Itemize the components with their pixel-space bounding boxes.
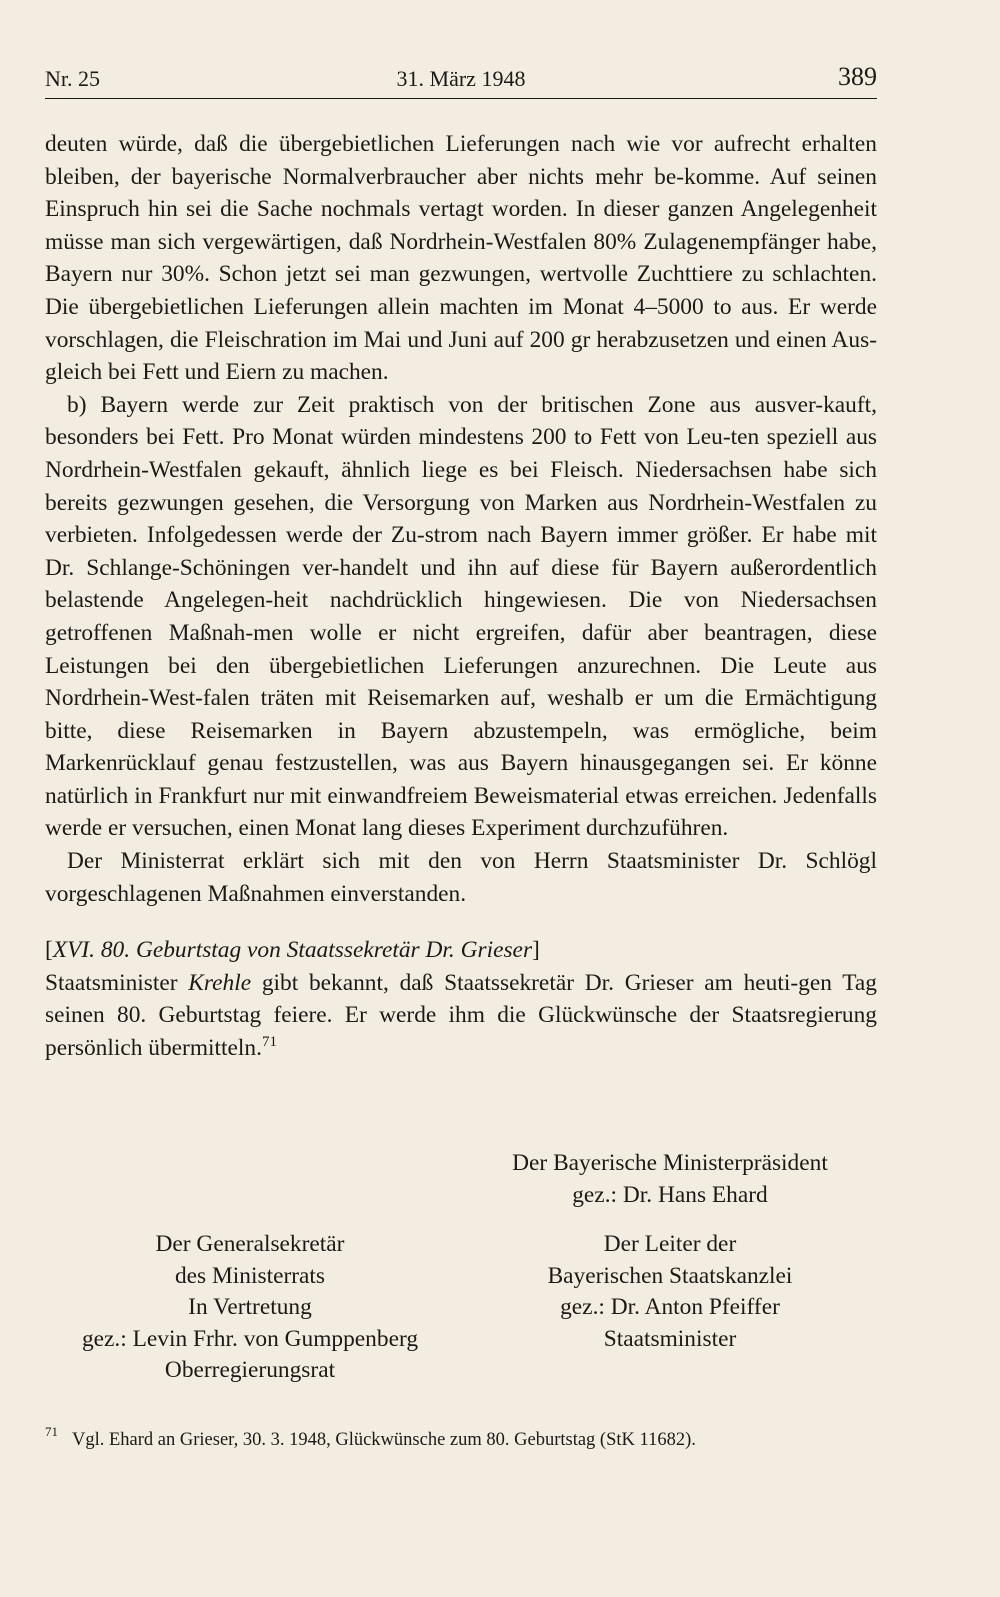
header-date: 31. März 1948: [396, 66, 526, 91]
page-number: 389: [838, 62, 877, 91]
footnote: [45, 1422, 877, 1452]
signature-staatskanzlei: [470, 1229, 870, 1355]
signature-line: Oberregierungsrat: [164, 1357, 336, 1383]
signature-generalsekretaer: [40, 1229, 460, 1387]
paragraph-3: Der Ministerrat erklärt sich mit den von Herrn Staatsminister Dr. Schlögl vorgeschlagenen Maßnahmen einverstanden.: [45, 848, 877, 907]
paragraph-2: b) Bayern werde zur Zeit praktisch von der britischen Zone aus ausver-kauft, besonders bei Fett. Pro Monat würden mindestens 200 to Fett von Leu-ten speziell aus Nordrhein-Westfalen gekauft, ähnlich liege es bei Fleisch. Niedersachsen habe sich bereits gezwungen gesehen, die Versorgung von Marken aus Nordrhein-Westfalen zu verbieten. Infolgedessen werde der Zu-strom nach Bayern immer größer. Er habe mit Dr. Schlange-Schöningen ver-handelt und ihn auf diese für Bayern außerordentlich belastende Angelegen-heit nachdrücklich hingewiesen. Die von Niedersachsen getroffenen Maßnah-men wolle er nicht ergreifen, dafür aber beantragen, diese Leistungen bei den übergebietlichen Lieferungen anzurechnen. Die Leute aus Nordrhein-West-falen träten mit Reisemarken auf, weshalb er um die Ermächtigung bitte, diese Reisemarken in Bayern abzustempeln, was ermögliche, beim Markenrücklauf genau festzustellen, was aus Bayern hinausgegangen sei. Er könne natürlich in Frankfurt nur mit einwandfreiem Beweismaterial etwas erreichen. Jedenfalls werde er versuchen, einen Monat lang dieses Experiment durchzuführen.: [45, 391, 877, 842]
heading-bracket-close: ]: [532, 937, 540, 964]
minister-name: Krehle: [188, 969, 252, 996]
signature-line: des Ministerrats: [174, 1262, 326, 1289]
paragraph-1: deuten würde, daß die übergebietlichen Lieferungen nach wie vor aufrecht erhalten bleiben, der bayerische Normalverbraucher aber nichts mehr be-komme. Auf seinen Einspruch hin sei die Sache nochmals vertagt worden. In dieser ganzen Angelegenheit müsse man sich vergewärtigen, daß Nordrhein-Westfalen 80% Zulagenempfänger habe, Bayern nur 30%. Schon jetzt sei man gezwungen, wertvolle Zuchttiere zu schlachten. Die übergebietlichen Lieferungen allein machten im Monat 4–5000 to aus. Er werde vorschlagen, die Fleischration im Mai und Juni auf 200 gr herabzusetzen und einen Aus-gleich bei Fett und Eiern zu machen.: [45, 131, 877, 386]
running-header: [45, 62, 877, 96]
header-rule: [45, 98, 877, 99]
signature-line: Der Leiter der: [603, 1231, 737, 1257]
section-paragraph-start: Staatsminister: [45, 969, 189, 996]
signature-line: gez.: Dr. Hans Ehard: [572, 1181, 768, 1208]
signature-line: Der Generalsekretär: [155, 1231, 345, 1257]
signature-ministerpraesident: [470, 1148, 870, 1211]
heading-bracket-open: [: [45, 937, 53, 964]
document-number: Nr. 25: [45, 66, 100, 91]
footnote-number: 71: [45, 1424, 58, 1439]
heading-text: XVI. 80. Geburtstag von Staatssekretär Dr. Grieser: [52, 937, 533, 964]
footnote-reference: 71: [261, 1034, 277, 1051]
signature-line: Der Bayerische Ministerpräsident: [512, 1150, 828, 1176]
section-heading: [45, 934, 877, 967]
section-paragraph: [45, 967, 877, 1065]
body-text: [45, 128, 877, 1065]
footnote-text: Vgl. Ehard an Grieser, 30. 3. 1948, Glückwünsche zum 80. Geburtstag (StK 11682).: [72, 1430, 696, 1451]
signature-line: Staatsminister: [603, 1325, 737, 1352]
signature-line: Bayerischen Staatskanzlei: [547, 1262, 793, 1289]
signature-line: In Vertretung: [188, 1294, 312, 1320]
section-paragraph-rest: gibt bekannt, daß Staatssekretär Dr. Grieser am heuti-gen Tag seinen 80. Geburtstag feiere. Er werde ihm die Glückwünsche der Staatsregierung persönlich übermitteln.: [45, 969, 877, 1062]
signature-line: gez.: Dr. Anton Pfeiffer: [560, 1294, 780, 1320]
signature-line: gez.: Levin Frhr. von Gumppenberg: [81, 1325, 419, 1352]
